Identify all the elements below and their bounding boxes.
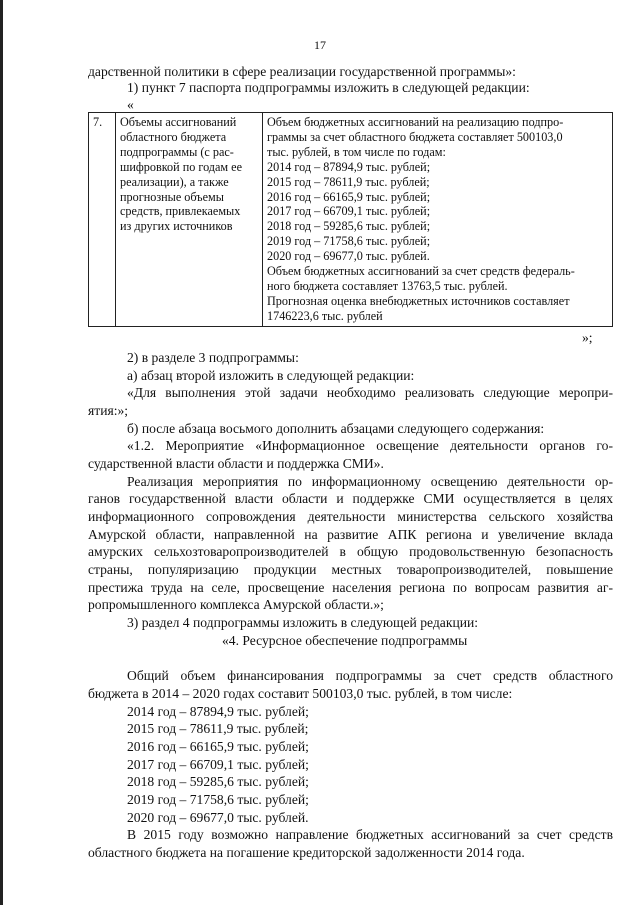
body-line: амурских сельхозтоваропроизводителей в общую продовольственную безопасность bbox=[88, 544, 613, 559]
body-line: Амурской области, направленной на развитие АПК региона и увеличение вклада bbox=[88, 527, 613, 542]
value-line: 2015 год – 78611,9 тыс. рублей; bbox=[267, 174, 430, 189]
year-line: 2014 год – 87894,9 тыс. рублей; bbox=[127, 704, 309, 719]
year-line: 2019 год – 71758,6 тыс. рублей; bbox=[127, 792, 309, 807]
year-line: 2018 год – 59285,6 тыс. рублей; bbox=[127, 774, 309, 789]
body-line: Общий объем финансирования подпрограммы за счет средств областного bbox=[127, 668, 613, 683]
value-line: Объем бюджетных ассигнований за счет средств федераль- bbox=[267, 264, 575, 279]
body-line: сударственной власти области и поддержка СМИ». bbox=[88, 456, 384, 471]
value-line: 2014 год – 87894,9 тыс. рублей; bbox=[267, 159, 431, 174]
body-line: бюджета в 2014 – 2020 годах составит 500103,0 тыс. рублей, в том числе: bbox=[88, 686, 513, 701]
value-line: 2018 год – 59285,6 тыс. рублей; bbox=[267, 219, 431, 234]
value-line: ного бюджета составляет 13763,5 тыс. рублей. bbox=[267, 278, 508, 293]
label-line: прогнозные объемы bbox=[120, 189, 224, 204]
year-line: 2015 год – 78611,9 тыс. рублей; bbox=[127, 721, 309, 736]
label-line: Объемы ассигнований bbox=[120, 115, 237, 129]
section-heading: «4. Ресурсное обеспечение подпрограммы bbox=[222, 633, 468, 648]
intro-line: 1) пункт 7 паспорта подпрограммы изложить в следующей редакции: bbox=[127, 80, 530, 95]
value-line: 2016 год – 66165,9 тыс. рублей; bbox=[267, 189, 431, 204]
value-line: 1746223,6 тыс. рублей bbox=[267, 308, 383, 323]
body-line: престижа труда на селе, просвещение населения региона по вопросам развития аг- bbox=[88, 580, 613, 595]
value-line: 2019 год – 71758,6 тыс. рублей; bbox=[267, 234, 431, 249]
label-line: реализации), а также bbox=[120, 174, 229, 189]
body-line: 3) раздел 4 подпрограммы изложить в следующей редакции: bbox=[127, 615, 479, 630]
body-line: 2) в разделе 3 подпрограммы: bbox=[127, 350, 299, 365]
body-line: Реализация мероприятия по информационному освещению деятельности ор- bbox=[127, 474, 613, 489]
body-line: В 2015 году возможно направление бюджетных ассигнований за счет средств bbox=[127, 827, 613, 842]
table-row bbox=[89, 113, 613, 327]
body-line: ганов государственной власти области и поддержке СМИ осуществляется в целях bbox=[88, 491, 613, 506]
year-line: 2016 год – 66165,9 тыс. рублей; bbox=[127, 739, 309, 754]
body-line: б) после абзаца восьмого дополнить абзацами следующего содержания: bbox=[127, 421, 545, 436]
value-line: Прогнозная оценка внебюджетных источников составляет bbox=[267, 293, 570, 308]
opening-quote: « bbox=[127, 97, 134, 112]
passport-table bbox=[88, 112, 613, 327]
page-number: 17 bbox=[314, 38, 326, 52]
value-line: граммы за счет областного бюджета составляет 500103,0 bbox=[267, 129, 563, 144]
body-line: ятия:»; bbox=[88, 403, 129, 418]
body-line: областного бюджета на погашение кредиторской задолженности 2014 года. bbox=[88, 845, 525, 860]
year-line: 2017 год – 66709,1 тыс. рублей; bbox=[127, 757, 309, 772]
label-line: областного бюджета bbox=[120, 129, 227, 144]
label-line: шифровкой по годам ее bbox=[120, 159, 242, 174]
intro-line: дарственной политики в сфере реализации государственной программы»: bbox=[88, 64, 516, 79]
body-line: страны, популяризацию продукции местных товаропроизводителей, повышение bbox=[88, 562, 613, 577]
scan-edge bbox=[0, 0, 3, 905]
body-line: «1.2. Мероприятие «Информационное освещение деятельности органов го- bbox=[127, 438, 613, 453]
value-line: 2017 год – 66709,1 тыс. рублей; bbox=[267, 204, 431, 219]
body-line: информационного сопровождения деятельности министерства сельского хозяйства bbox=[88, 509, 613, 524]
label-line: средств, привлекаемых bbox=[120, 204, 241, 219]
body-line: «Для выполнения этой задачи необходимо реализовать следующие меропри- bbox=[127, 385, 613, 400]
value-line: тыс. рублей, в том числе по годам: bbox=[267, 144, 446, 159]
row-value bbox=[263, 113, 613, 327]
value-line: Объем бюджетных ассигнований на реализацию подпро- bbox=[267, 115, 564, 129]
body-line: а) абзац второй изложить в следующей редакции: bbox=[127, 368, 415, 383]
label-line: подпрограммы (с рас- bbox=[120, 144, 234, 159]
closing-quote: »; bbox=[582, 330, 593, 345]
row-number: 7. bbox=[89, 113, 116, 327]
label-line: из других источников bbox=[120, 219, 233, 234]
row-label bbox=[116, 113, 263, 327]
body-line: ропромышленного комплекса Амурской области.»; bbox=[88, 597, 384, 612]
year-line: 2020 год – 69677,0 тыс. рублей. bbox=[127, 810, 309, 825]
value-line: 2020 год – 69677,0 тыс. рублей. bbox=[267, 249, 430, 264]
